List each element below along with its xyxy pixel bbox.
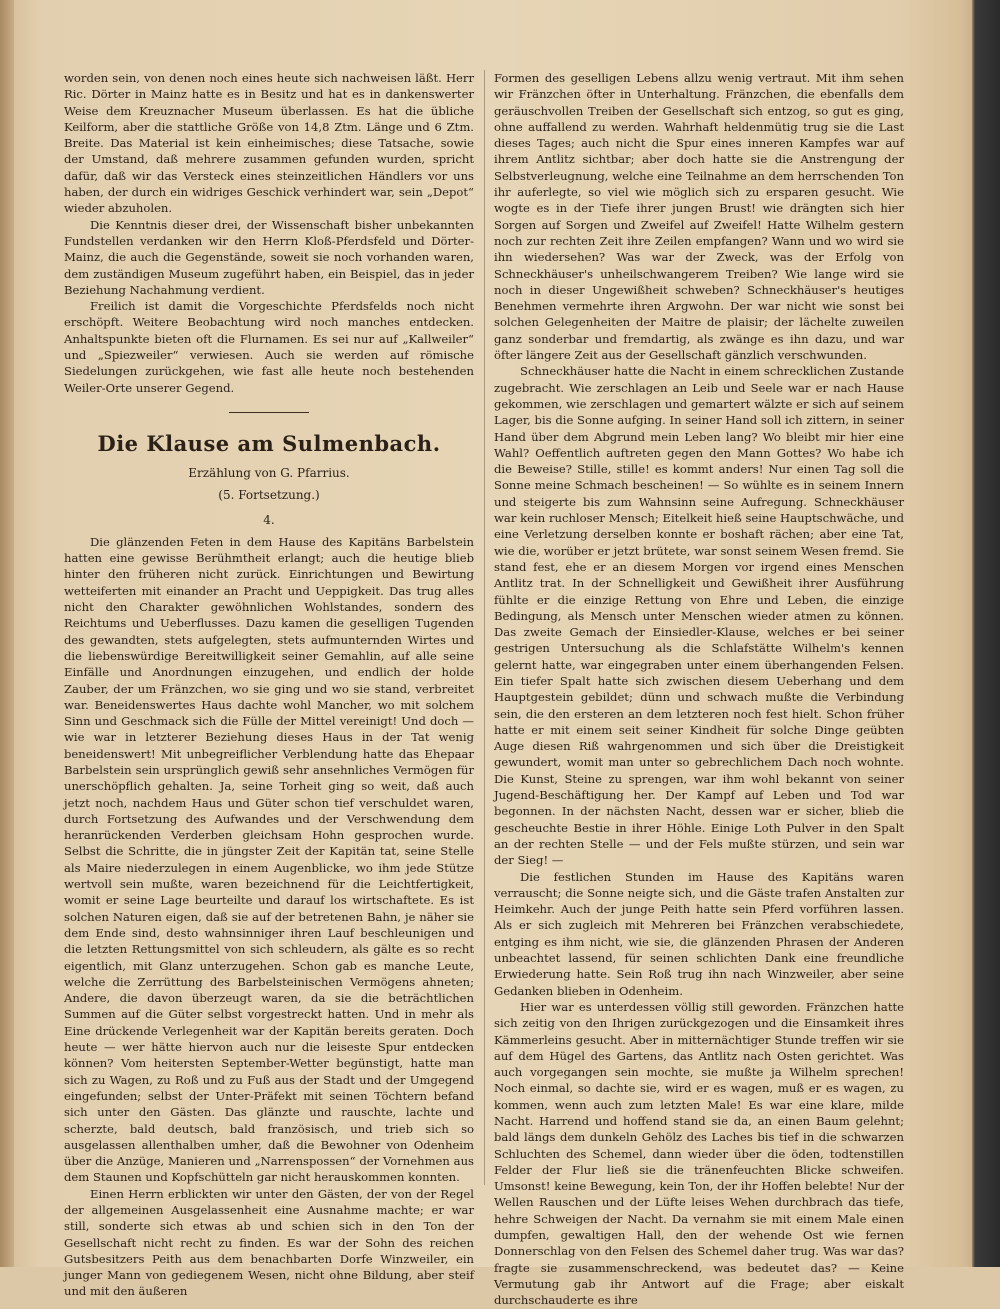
story-paragraph: Schneckhäuser hatte die Nacht in einem schrecklichen Zustande zugebracht. Wie zerschlagen an Leib und Seele war er nach Hause gekommen, wie zerschlagen und gemartert wälzte er sich auf seinem Lager, bis die Sonne aufging. In seiner Hand soll ich zittern, in seiner Hand über dem Abgrund mein Leben lang? Wo bleibt mir hier eine Wahl? Oeffentlich auftreten gegen den Mann Gottes? Wo habe ich die Beweise? Stille, stille! es kommt anders! Nur einen Tag soll die Sonne meine Schmach bescheinen! — So wühlte es in seinem Innern und steigerte bis zum Wahnsinn seine Aufregung. Schneckhäuser war kein ruchloser Mensch; Eitelkeit hieß seine Hauptschwäche, und eine Verletzung derselben konnte er boshaft rächen; aber eine Tat, wie die, worüber er jetzt brütete, war sonst seinem Wesen fremd. Sie stand fest, ehe er an diesem Morgen vor irgend eines Menschen Antlitz trat. In der Schnelligkeit und Gewißheit ihrer Ausführung fühlte er die einzige Rettung von Ehre und Leben, die einzige Bedingung, als Mensch unter Menschen wieder atmen zu können. Das zweite Gemach der Einsiedler-Klause, welches er bei seiner gestrigen Untersuchung als die Schlafstätte Wilhelm's kennen gelernt hatte, war eingegraben unter einem überhangenden Felsen. Ein tiefer Spalt hatte sich zwischen diesem Ueberhang und dem Hauptgestein gebildet; dünn und schwach mußte die Verbindung sein, die den ersteren an dem letzteren noch fest hielt. Schon früher hatte er mit einem seit seiner Kindheit für solche Dinge geübten Auge diesen Riß wahrgenommen und sich über die Dreistigkeit gewundert, womit man unter so gebrechlichem Dach noch wohnte. Die Kunst, Steine zu sprengen, war ihm wohl bekannt von seiner Jugend-Beschäftigung her. Der Kampf auf Leben und Tod war begonnen. In der nächsten Nacht, dessen war er sicher, blieb die gescheuchte Bestie in ihrer Höhle. Einige Loth Pulver in den Spalt an der rechten Stelle — und der Fels mußte stürzen, und sein war der Sieg! —: [494, 364, 904, 868]
story-title: Die Klause am Sulmenbach.: [97, 430, 441, 456]
story-paragraph: Die festlichen Stunden im Hause des Kapitäns waren verrauscht; die Sonne neigte sich, und die Gäste trafen Anstalten zur Heimkehr. Auch der junge Peith hatte sein Pferd vorführen lassen. Als er sich zugleich mit Mehreren bei Fränzchen verabschiedete, entging es ihm nicht, wie sie, die glänzenden Phrasen der Anderen unbeachtet lassend, für seinen schlichten Dank eine freundliche Erwiederung hatte. Sein Roß trug ihn nach Winzweiler, aber seine Gedanken blieben in Odenheim.: [494, 869, 904, 998]
section-divider: [229, 412, 309, 413]
page-dark-edge: [972, 0, 1000, 1267]
column-divider: [484, 70, 485, 1185]
article-paragraph: Freilich ist damit die Vorgeschichte Pferdsfelds noch nicht erschöpft. Weitere Beobachtung wird noch manches entdecken. Anhaltspunkte bieten oft die Flurnamen. Es sei nur auf „Kallweiler“ und „Spiezweiler“ verwiesen. Auch sie werden auf römische Siedelungen zurückgehen, wie fast alle heute noch bestehenden Weiler-Orte unserer Gegend.: [64, 299, 474, 395]
serial-note: (5. Fortsetzung.): [218, 488, 320, 503]
story-paragraph: Hier war es unterdessen völlig still geworden. Fränzchen hatte sich zeitig von den Ihrigen zurückgezogen und die Einsamkeit ihres Kämmerleins gesucht. Aber in mitternächtiger Stunde treffen wir sie auf dem Hügel des Gartens, das Antlitz nach Osten gerichtet. Was auch vorgegangen sein mochte, sie mußte ja Wilhelm sprechen! Noch einmal, so dachte sie, wird er es wagen, muß er es wagen, zu kommen, wenn auch zum letzten Male! Es war eine klare, milde Nacht. Harrend und hoffend stand sie da, an einen Baum gelehnt; bald längs dem dunkeln Gehölz des Laches bis tief in die schwarzen Schluchten des Schemel, dann wieder über die öden, todtenstillen Felder der Flur ließ sie die tränenfeuchten Blicke schweifen. Umsonst! keine Bewegung, kein Ton, der ihr Hoffen belebte! Nur der Wellen Rauschen und der Lüfte leises Wehen durchbrach das tiefe, hehre Schweigen der Nacht. Da vernahm sie mit einem Male einen dumpfen, gewaltigen Hall, den der wehende Ost wie fernen Donnerschlag von den Felsen des Schemel daher trug. Was war das? fragte sie zusammenschreckend, was bedeutet das? — Keine Vermutung gab ihr Antwort auf die Frage; aber eiskalt durchschauderte es ihre: [494, 999, 904, 1308]
right-column: [494, 70, 904, 1308]
article-paragraph: worden sein, von denen noch eines heute sich nachweisen läßt. Herr Ric. Dörter in Mainz hatte es in Besitz und hat es in dankenswerter Weise dem Kreuznacher Museum überlassen. Es hat die übliche Keilform, aber die stattliche Größe von 14,8 Ztm. Länge und 6 Ztm. Breite. Das Material ist kein einheimisches; diese Tatsache, sowie der Umstand, daß mehrere zusammen gefunden wurden, spricht dafür, daß wir das Versteck eines steinzeitlichen Händlers vor uns haben, der durch ein widriges Geschick verhindert war, sein „Depot“ wieder abzuholen.: [64, 71, 474, 216]
story-paragraph: Die glänzenden Feten in dem Hause des Kapitäns Barbelstein hatten eine gewisse Berühmtheit erlangt; auch die heutige blieb hinter den früheren nicht zurück. Einrichtungen und Bewirtung wetteiferten mit einander an Pracht und Ueppigkeit. Das trug alles nicht den Charakter gewöhnlichen Wohlstandes, sondern des Reichtums und Ueberflusses. Dazu kamen die geselligen Tugenden des gewandten, stets aufgelegten, stets aufmunternden Wirtes und die liebenswürdige Bereitwilligkeit seiner Gemahlin, auf alle seine Einfälle und Anordnungen einzugehen, und endlich der holde Zauber, der um Fränzchen, wo sie ging und wo sie stand, verbreitet war. Beneidenswertes Haus dachte wohl Mancher, wo mit solchem Sinn und Geschmack sich die Fülle der Mittel vereinigt! Und doch — wie war in letzterer Beziehung dieses Haus in der Tat wenig beneidenswert! Mit unbegreiflicher Verblendung hatte das Ehepaar Barbelstein sein ursprünglich gewiß sehr ansehnliches Vermögen für unerschöpflich gehalten. Ja, seine Torheit ging so weit, daß auch jetzt noch, nachdem Haus und Güter schon tief verschuldet waren, durch Fortsetzung des Aufwandes und der Verschwendung dem heranrückenden Verderben gleichsam Hohn gesprochen wurde. Selbst die Schritte, die in jüngster Zeit der Kapitän tat, seine Stelle als Maire niederzulegen in einem Augenblicke, wo ihm jede Stütze wertvoll sein mußte, waren bezeichnend für die Leichtfertigkeit, womit er seine Lage beurteilte und darauf los wirtschaftete. Es ist solchen Naturen eigen, daß sie auf der betretenen Bahn, je näher sie dem Ende sind, desto wahnsinniger ihren Lauf beschleunigen und die letzten Rettungsmittel von sich schleudern, als gälte es so recht eigentlich, mit Glanz unterzugehen. Schon gab es manche Leute, welche die Zerrüttung des Barbelsteinischen Vermögens ahneten; Andere, die davon überzeugt waren, da sie die beträchtlichen Summen auf die Güter selbst vorgestreckt hatten. Und in mehr als Eine drückende Verlegenheit war der Kapitän bereits geraten. Doch heute — wer hätte hiervon auch nur die leiseste Spur entdecken können? Vom heitersten September-Wetter begünstigt, hatte man sich zu Wagen, zu Roß und zu Fuß aus der Stadt und der Umgegend eingefunden; selbst der Unter-Präfekt mit seinen Töchtern befand sich unter den Gästen. Das glänzte und rauschte, lachte und scherzte, bald deutsch, bald französisch, und trieb sich so ausgelassen allenthalben umher, daß die Bewohner von Odenheim über die Anzüge, Manieren und „Narrenspossen“ der Vornehmen aus dem Staunen und Kopfschütteln gar nicht herauskommen konnten.: [64, 534, 474, 1185]
article-paragraph: Die Kenntnis dieser drei, der Wissenschaft bisher unbekannten Fundstellen verdanken wir den Herrn Kloß-Pferdsfeld und Dörter-Mainz, die auch die Gegenstände, soweit sie noch vorhanden waren, dem zuständigen Museum zugeführt haben, ein Beispiel, das in jeder Beziehung Nachahmung verdient.: [64, 217, 474, 297]
left-column: [64, 70, 474, 1299]
page-binding-edge: [0, 0, 14, 1267]
story-paragraph: Formen des geselligen Lebens allzu wenig vertraut. Mit ihm sehen wir Fränzchen öfter in Unterhaltung. Fränzchen, die ebenfalls dem geräuschvollen Treiben der Gesellschaft sich entzog, so gut es ging, ohne auffallend zu werden. Wahrhaft heldenmütig trug sie die Last dieses Tages; auch nicht die Spur eines inneren Kampfes war auf ihrem Antlitz sichtbar; aber doch hatte sie die Anstrengung der Selbstverleugnung, welche eine Teilnahme an dem herrschenden Ton ihr auferlegte, so viel wie möglich sich zu ersparen gesucht. Wie wogte es in der Tiefe ihrer jungen Brust! wie drängten sich hier Sorgen auf Sorgen und Zweifel auf Zweifel! Hatte Wilhelm gestern noch zur rechten Zeit ihre Zeilen empfangen? Wann und wo wird sie ihn wiedersehen? Was war der Zweck, was der Erfolg von Schneckhäuser's unheilschwangerem Treiben? Wie lange wird sie noch in dieser Ungewißheit schweben? Schneckhäuser's heutiges Benehmen vermehrte ihren Argwohn. Der war nicht wie sonst bei solchen Gelegenheiten der Maitre de plaisir; der lächelte zuweilen ganz sonderbar und fremdartig, als zwänge es ihn dazu, und war öfter längere Zeit aus der Gesellschaft gänzlich verschwunden.: [494, 71, 904, 363]
story-paragraph: Einen Herrn erblickten wir unter den Gästen, der von der Regel der allgemeinen Ausgelassenheit eine Ausnahme machte; er war still, sonderte sich etwas ab und schien sich in den Ton der Gesellschaft nicht recht zu finden. Es war der Sohn des reichen Gutsbesitzers Peith aus dem benachbarten Dorfe Winzweiler, ein junger Mann von gediegenem Wesen, nicht ohne Bildung, aber steif und mit den äußeren: [64, 1186, 474, 1299]
chapter-number: 4.: [263, 512, 275, 527]
story-byline: Erzählung von G. Pfarrius.: [188, 465, 350, 480]
